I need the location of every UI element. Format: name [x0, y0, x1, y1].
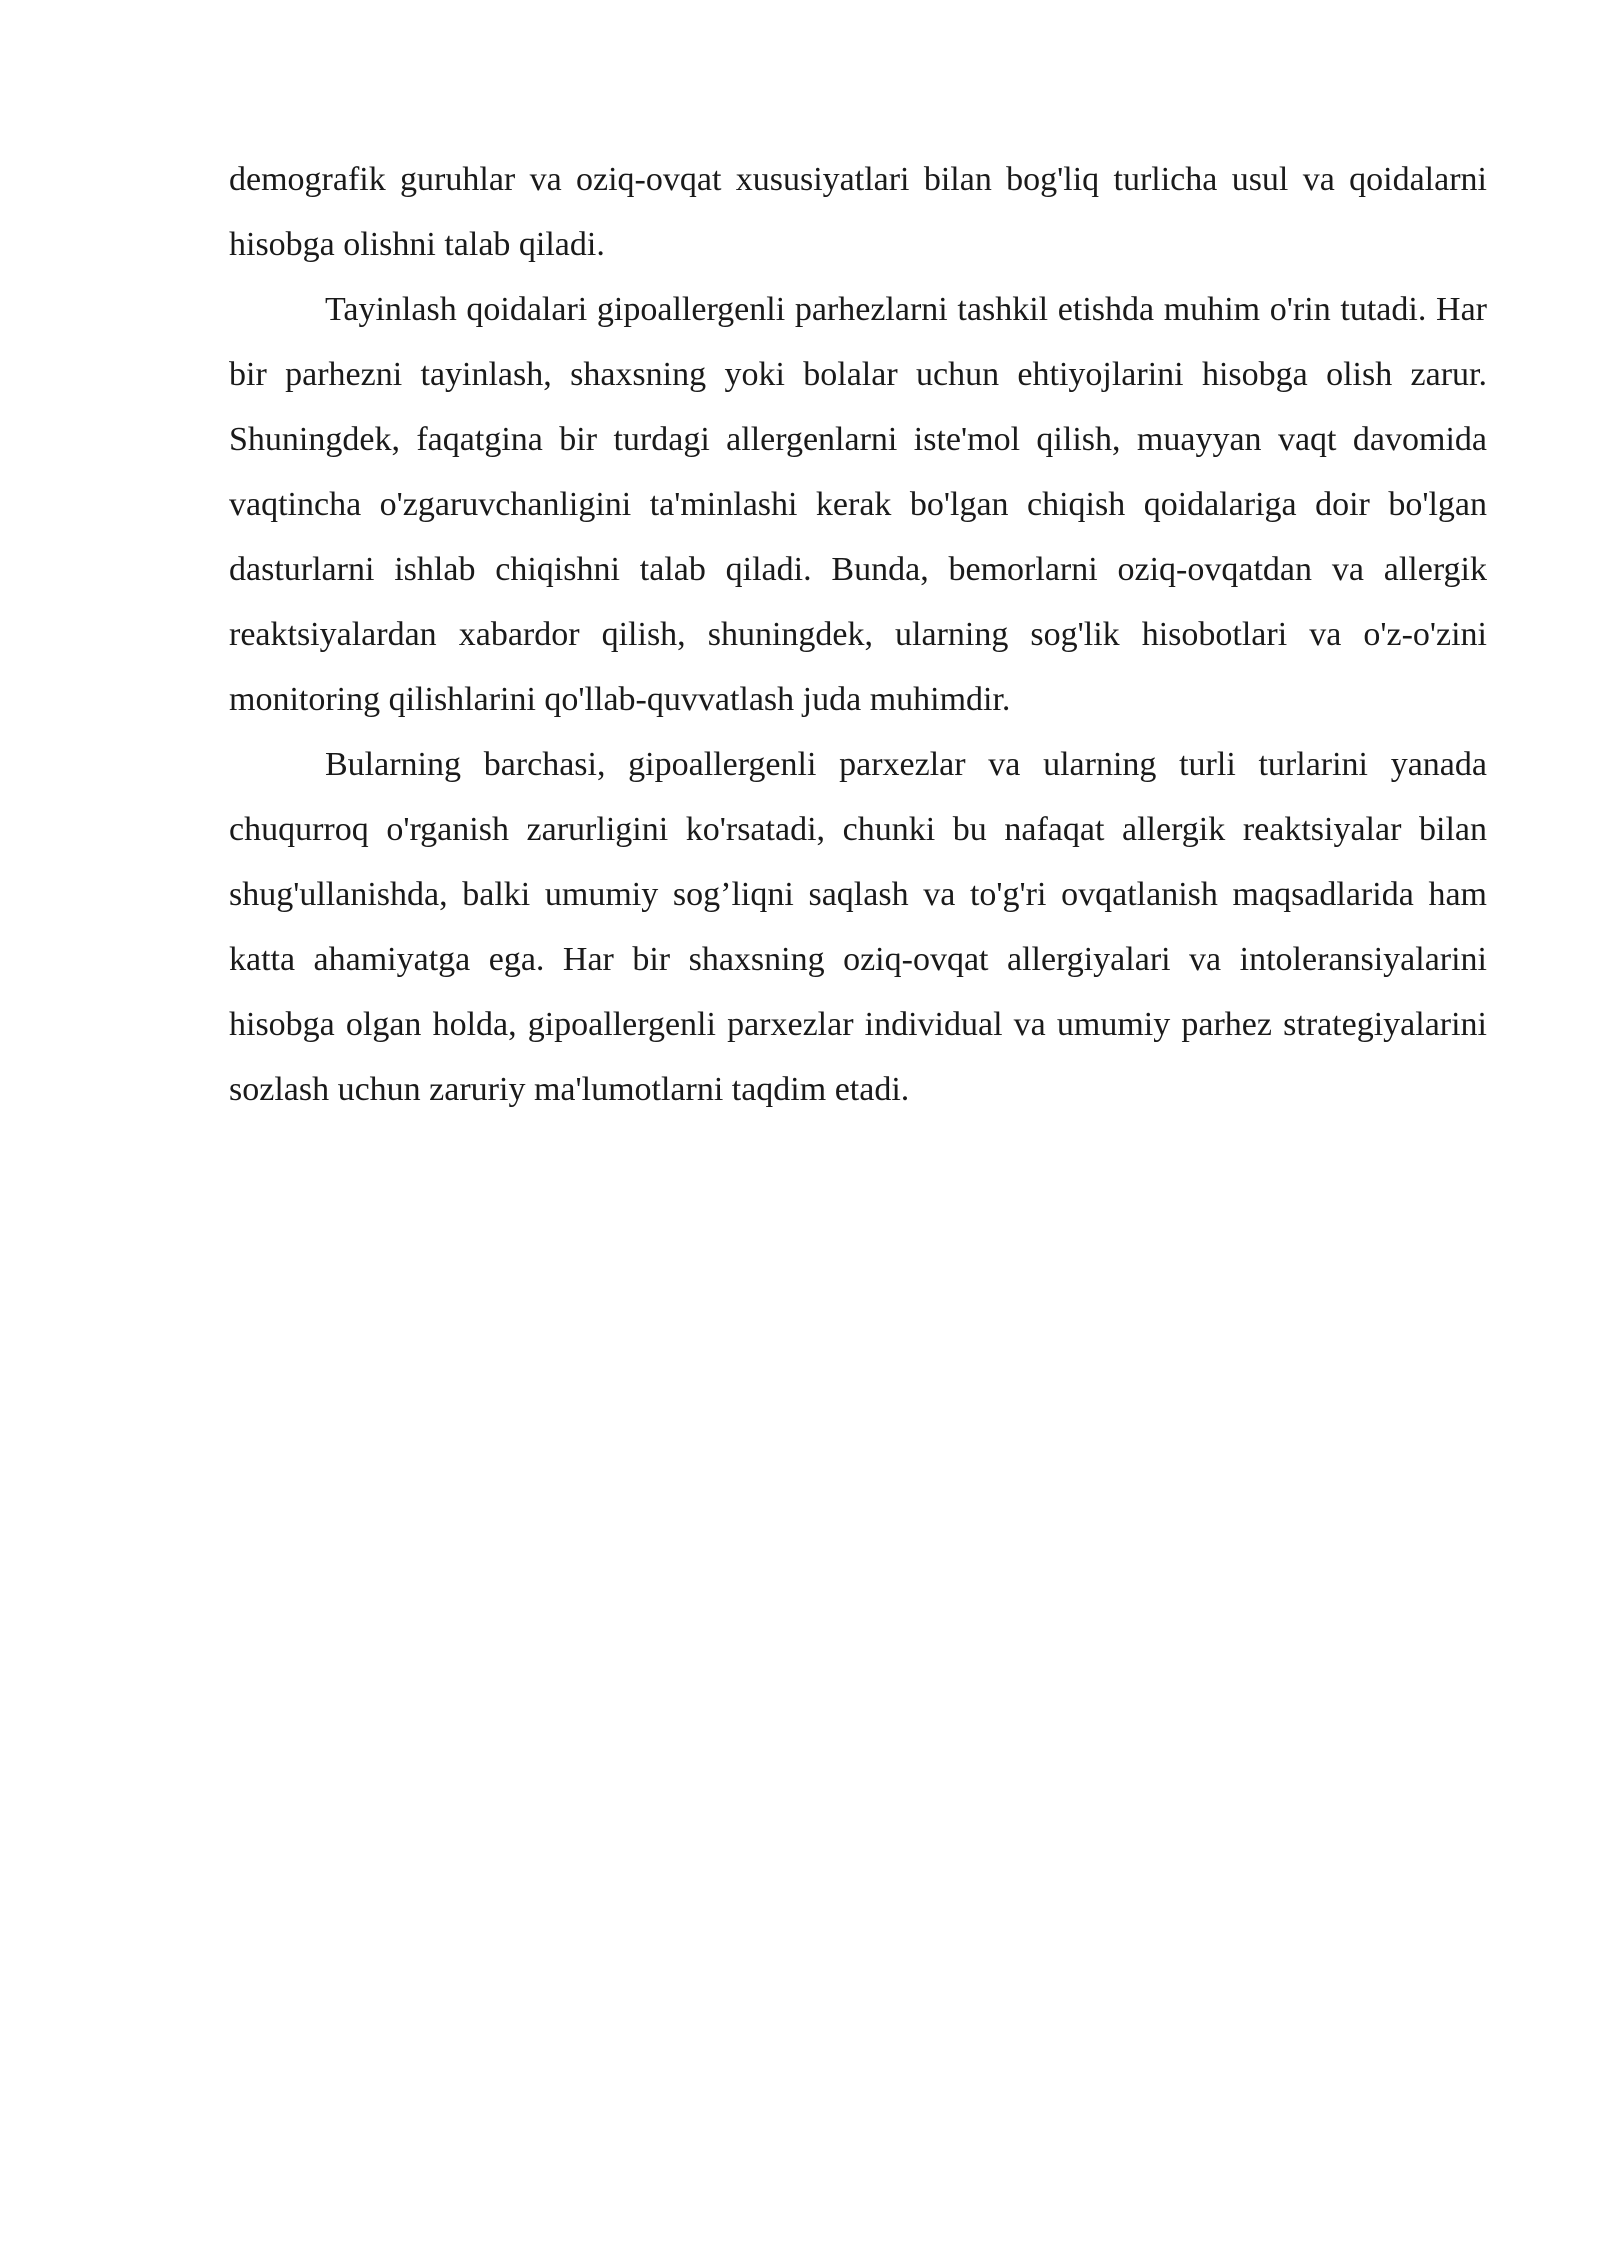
paragraph-continuation: demografik guruhlar va oziq-ovqat xususiyatlari bilan bog'liq turlicha usul va qoidalarni hisobga olishni talab qiladi. [229, 161, 1487, 263]
paragraph-conclusion: Bularning barchasi, gipoallergenli parxezlar va ularning turli turlarini yanada chuqurroq o'rganish zarurligini ko'rsatadi, chunki bu nafaqat allergik reaktsiyalar bilan shug'ullanishda, balki umumiy sog’liqni saqlash va to'g'ri ovqatlanish maqsadlarida ham katta ahamiyatga ega. Har bir shaxsning oziq-ovqat allergiyalari va intoleransiyalarini hisobga olgan holda, gipoallergenli parxezlar individual va umumiy parhez strategiyalarini sozlash uchun zaruriy ma'lumotlarni taqdim etadi. [229, 746, 1487, 1108]
paragraph-assignment-rules: Tayinlash qoidalari gipoallergenli parhezlarni tashkil etishda muhim o'rin tutadi. Har bir parhezni tayinlash, shaxsning yoki bolalar uchun ehtiyojlarini hisobga olish zarur. Shuningdek, faqatgina bir turdagi allergenlarni iste'mol qilish, muayyan vaqt davomida vaqtincha o'zgaruvchanligini ta'minlashi kerak bo'lgan chiqish qoidalariga doir bo'lgan dasturlarni ishlab chiqishni talab qiladi. Bunda, bemorlarni oziq-ovqatdan va allergik reaktsiyalardan xabardor qilish, shuningdek, ularning sog'lik hisobotlari va o'z-o'zini monitoring qilishlarini qo'llab-quvvatlash juda muhimdir. [229, 291, 1487, 718]
document-body [229, 147, 1487, 1122]
